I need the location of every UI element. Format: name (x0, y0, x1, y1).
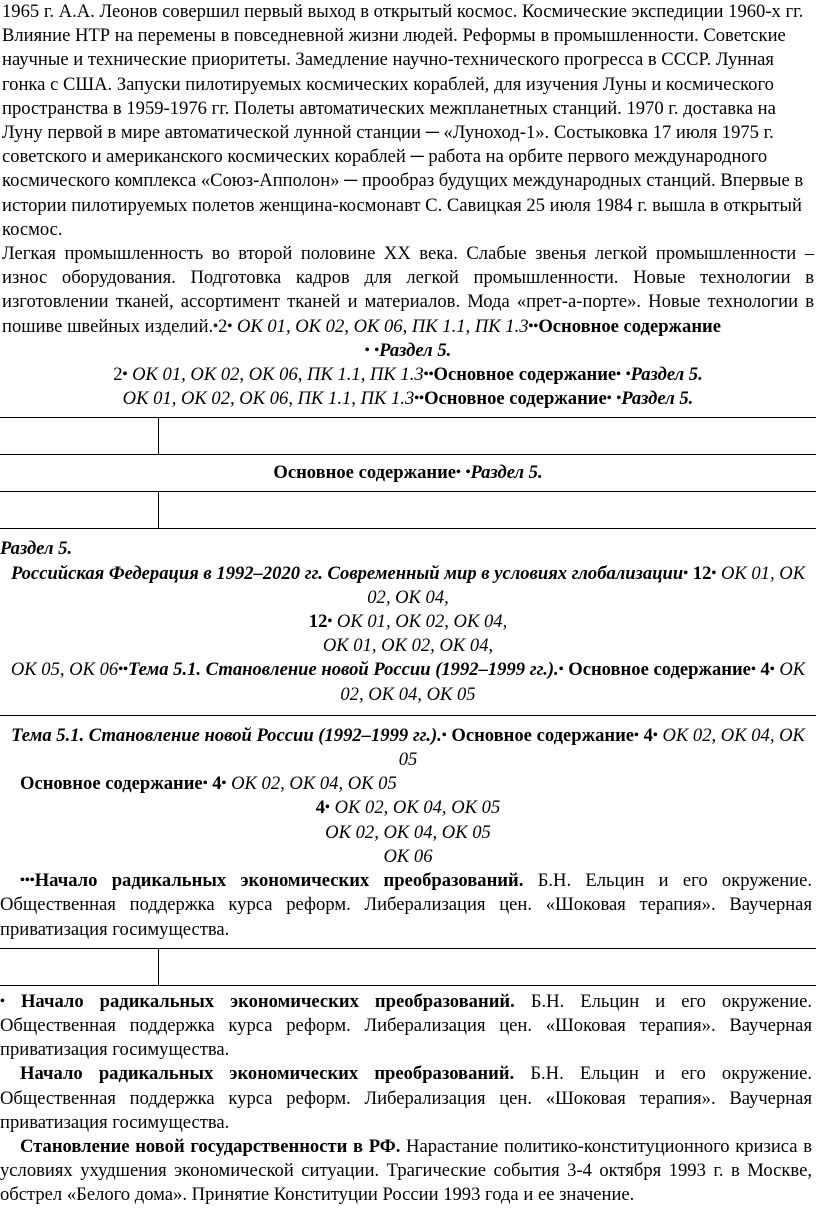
bullet-mark: • (227, 318, 233, 334)
razdel-label: Раздел 5. (379, 339, 452, 361)
paragraph-stanovlenie: Становление новой государственности в РФ. Нарастание политико-конституционного кризиса в условиях ухудшения экономической ситуации. Трагические события 3-4 октября 1993 г. в Москве, обстрел «Белого дома». Принятие Конституции России 1993 года и ее значение. (0, 1135, 812, 1206)
section-caption-3: ОК 01, ОК 02, ОК 06, ПК 1.1, ПК 1.3••Основное содержание• •Раздел 5. (122, 388, 694, 410)
paragraph-leonov: 1965 г. А.А. Леонов совершил первый выход в открытый космос. Космические экспедиции 1960-х гг. (2, 1, 804, 22)
table-row-empty-1 (0, 417, 816, 455)
razdel-heading: Раздел 5. (0, 538, 73, 560)
codes-line-4: ОК 06 (383, 845, 433, 867)
bullet-mark: •• (528, 318, 539, 334)
codes-line-1: 12• ОК 01, ОК 02, ОК 04, (308, 611, 508, 633)
competence-codes: ОК 01, ОК 02, ОК 06, ПК 1.1, ПК 1.3 (236, 315, 529, 337)
paragraph-nachalo-3: Начало радикальных экономических преобразований. Б.Н. Ельцин и его окружение. Общественная поддержка курса реформ. Либерализация цен. «Шоковая терапия». Ваучерная приватизация госимущества. (0, 1063, 812, 1133)
table-row-empty-2 (0, 491, 816, 529)
codes-line-2: ОК 01, ОК 02, ОК 04, (322, 635, 494, 657)
light-industry-text: Легкая промышленность во второй половине ХХ века. Слабые звенья легкой промышленности – износ оборудования. Подготовка кадров для легкой промышленности. Новые технологии в изготовлении тканей, ассортимент тканей и материалов. Мода «прет-а-порте». Новые технологии в пошиве швейных изделий. (2, 243, 814, 337)
paragraph-nachalo-2: • Начало радикальных экономических преобразований. Б.Н. Ельцин и его окружение. Общественная поддержка курса реформ. Либерализация цен. «Шоковая терапия». Ваучерная приватизация госимущества. (0, 990, 813, 1061)
section-caption-2: 2• ОК 01, ОК 02, ОК 06, ПК 1.1, ПК 1.3••Основное содержание• •Раздел 5. (113, 364, 703, 386)
table-row-empty-3 (0, 948, 816, 986)
paragraph-light-industry (2, 242, 814, 339)
tema-heading: Тема 5.1. Становление новой России (1992–1999 гг.).• Основное содержание• 4• ОК 02, ОК 04, ОК 05 (11, 724, 805, 771)
table-cell (0, 418, 159, 454)
bullet-mark: • (213, 318, 219, 334)
main-content-label: Основное содержание (538, 315, 722, 337)
rf-title-line: Российская Федерация в 1992–2020 гг. Современный мир в условиях глобализации• 12• ОК 01, ОК 02, ОК 04, (10, 562, 806, 608)
stanovlenie-heading: Становление новой государственности в РФ. (20, 1135, 401, 1157)
section-caption-1: • •Раздел 5. (364, 339, 452, 361)
table-cell (0, 492, 159, 528)
paragraph-nachalo-1: •••Начало радикальных экономических преобразований. Б.Н. Ельцин и его окружение. Общественная поддержка курса реформ. Либерализация цен. «Шоковая терапия». Ваучерная приватизация госимущества. (0, 870, 812, 940)
rf-title: Российская Федерация в 1992–2020 гг. Современный мир в условиях глобализации (10, 562, 684, 584)
paragraph-ntr: Влияние НТР на перемены в повседневной жизни людей. Реформы в промышленности. Советские научные и технические приоритеты. Замедление научно-технического прогресса в СССР. Лунная гонка с США. Запуски пилотируемых космических кораблей, для изучения Луны и космического пространства в 1959-1976 гг. Полеты автоматических межпланетных станций. 1970 г. доставка на Луну первой в мире автоматической лунной станции ─ «Луноход-1». Состыковка 17 июля 1975 г. советского и американского космических кораблей ─ работа на орбите первого международного космического комплекса «Союз-Апполон» ─ прообраз будущих международных станций. Впервые в истории пилотируемых полетов женщина-космонавт С. Савицкая 25 июля 1984 г. вышла в открытый космос. (2, 25, 804, 240)
nachalo-heading: Начало радикальных экономических преобразований. (34, 870, 524, 892)
osn-line: Основное содержание• 4• ОК 02, ОК 04, ОК 05 (20, 773, 397, 795)
table-cell (0, 949, 159, 985)
hours-value: 2 (218, 315, 228, 337)
tema-line: ОК 05, ОК 06••Тема 5.1. Становление новой России (1992–1999 гг.).• Основное содержание• 4• ОК 02, ОК 04, ОК 05 (10, 659, 806, 705)
table-header-row: Основное содержание• •Раздел 5. (273, 462, 543, 484)
hours-line: 4• ОК 02, ОК 04, ОК 05 (315, 797, 501, 819)
codes-line-3: ОК 02, ОК 04, ОК 05 (325, 821, 491, 843)
